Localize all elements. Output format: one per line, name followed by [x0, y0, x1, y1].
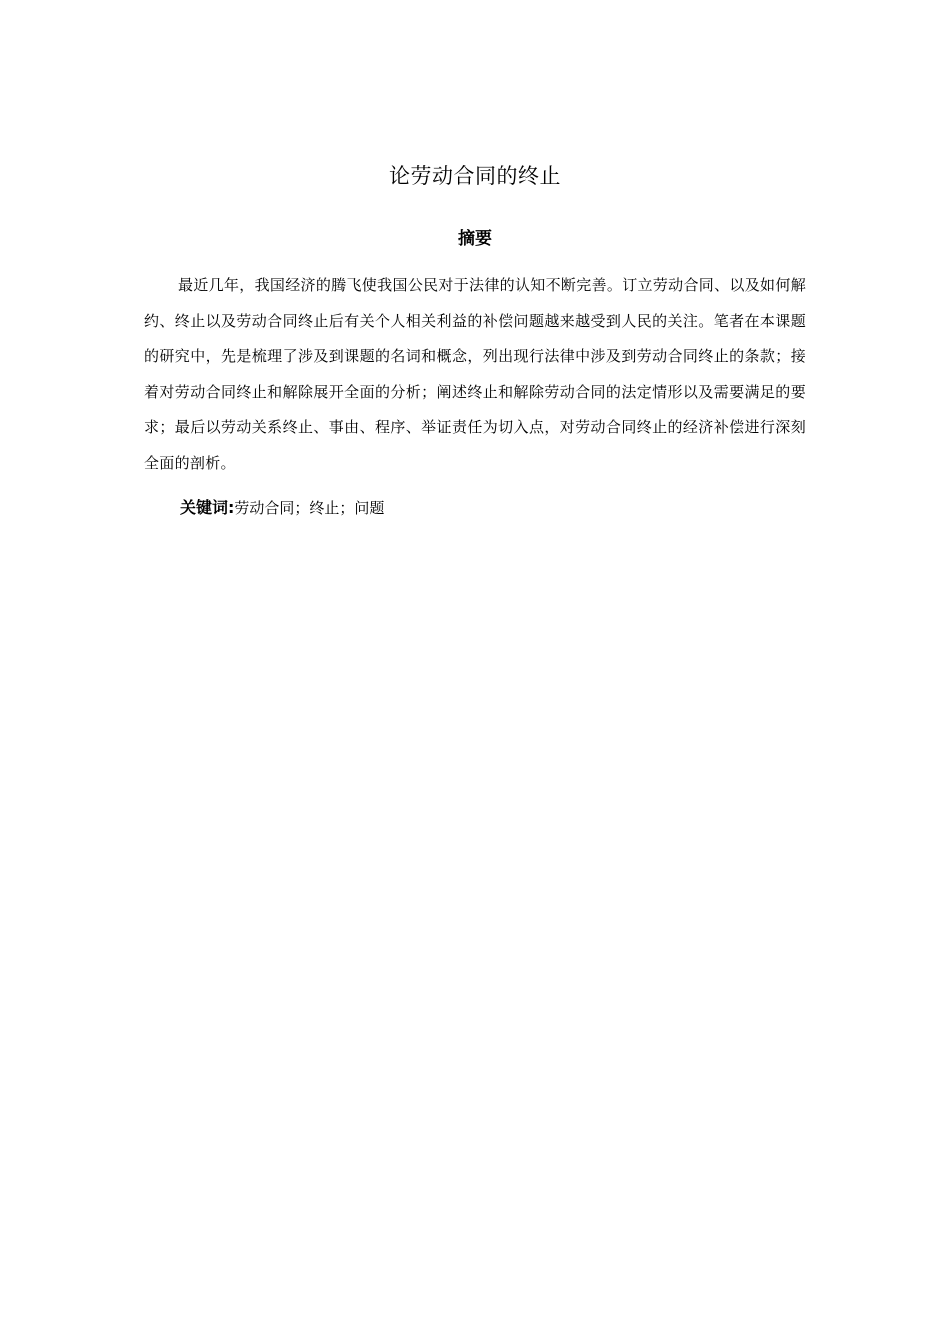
keywords-label: 关键词: [180, 498, 235, 517]
abstract-heading: 摘要 [458, 229, 492, 249]
keywords-line [180, 494, 800, 522]
abstract-paragraph: 最近几年，我国经济的腾飞使我国公民对于法律的认知不断完善。订立劳动合同、以及如何解约、终止以及劳动合同终止后有关个人相关利益的补偿问题越来越受到人民的关注。笔者在本课题的研究中，先是梳理了涉及到课题的名词和概念，列出现行法律中涉及到劳动合同终止的条款；接着对劳动合同终止和解除展开全面的分析；阐述终止和解除劳动合同的法定情形以及需要满足的要求；最后以劳动关系终止、事由、程序、举证责任为切入点，对劳动合同终止的经济补偿进行深刻全面的剖析。 [144, 276, 806, 472]
keywords-value: 劳动合同；终止；问题 [234, 499, 385, 517]
document-title: 论劳动合同的终止 [389, 164, 561, 188]
